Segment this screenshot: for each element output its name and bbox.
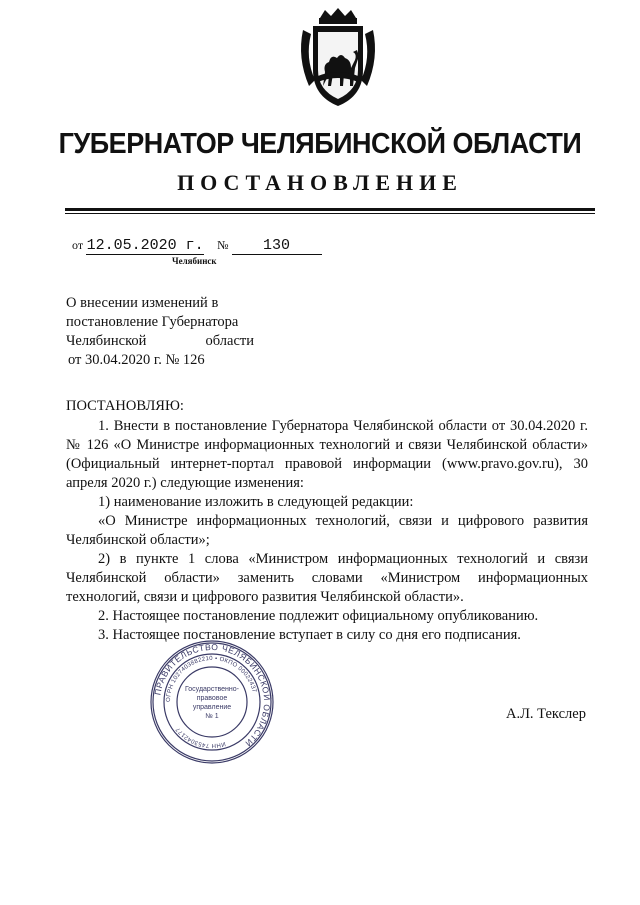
seal-ogrn-text: ОГРН 1027403882210 • ОКПО 00022437 — [165, 655, 257, 703]
document-subject — [66, 294, 254, 370]
subject-line-3b: области — [205, 333, 254, 349]
subject-line-2: постановление Губернатора — [66, 314, 239, 330]
number-label: № — [217, 238, 229, 252]
document-title: ГУБЕРНАТОР ЧЕЛЯБИНСКОЙ ОБЛАСТИ — [58, 128, 582, 160]
chelyabinsk-coat-of-arms-icon — [295, 8, 381, 108]
official-seal — [148, 638, 276, 766]
seal-center-line-4: № 1 — [205, 713, 219, 720]
date-number-line — [72, 238, 322, 255]
seal-inn-text: ИНН 7453042177 — [175, 725, 226, 749]
seal-outer-text: ПРАВИТЕЛЬСТВО ЧЕЛЯБИНСКОЙ ОБЛАСТИ — [152, 641, 273, 749]
document-body — [66, 417, 588, 645]
city-label: Челябинск — [172, 256, 217, 266]
document-type: ПОСТАНОВЛЕНИЕ — [177, 170, 463, 195]
subject-line-3a: Челябинской — [66, 333, 147, 349]
subject-line-4: от 30.04.2020 г. № 126 — [68, 352, 205, 368]
paragraph-1: 1. Внести в постановление Губернатора Челябинской области от 30.04.2020 г. № 126 «О Министре информационных технологий и связи Челябинской области» (Официальный интернет-портал правовой информации (www.pravo.gov.ru), 30 апреля 2020 г.) следующие изменения: — [66, 418, 588, 491]
seal-center-line-1: Государственно- — [184, 686, 240, 693]
subject-line-1: О внесении изменений в — [66, 295, 219, 311]
paragraph-3: 3. Настоящее постановление вступает в силу со дня его подписания. — [98, 627, 521, 643]
paragraph-1-item-1: 1) наименование изложить в следующей редакции: — [98, 494, 414, 510]
seal-center-line-3: управление — [192, 704, 232, 711]
header-divider-thick — [65, 208, 595, 211]
document-date: 12.05.2020 г. — [86, 237, 204, 254]
seal-center-line-2: правовое — [196, 695, 228, 702]
signatory-name: А.Л. Текслер — [506, 706, 586, 722]
paragraph-1-item-1-text: «О Министре информационных технологий, связи и цифрового развития Челябинской области»; — [66, 513, 588, 548]
paragraph-2: 2. Настоящее постановление подлежит официальному опубликованию. — [98, 608, 539, 624]
paragraph-1-item-2: 2) в пункте 1 слова «Министром информационных технологий и связи Челябинской области» заменить словами «Министром информационных технологий, связи и цифрового развития Челябинской области». — [66, 551, 588, 605]
header-divider-thin — [65, 213, 595, 214]
document-number: 130 — [232, 238, 322, 255]
resolve-heading: ПОСТАНОВЛЯЮ: — [66, 398, 184, 414]
from-label: от — [72, 238, 84, 252]
